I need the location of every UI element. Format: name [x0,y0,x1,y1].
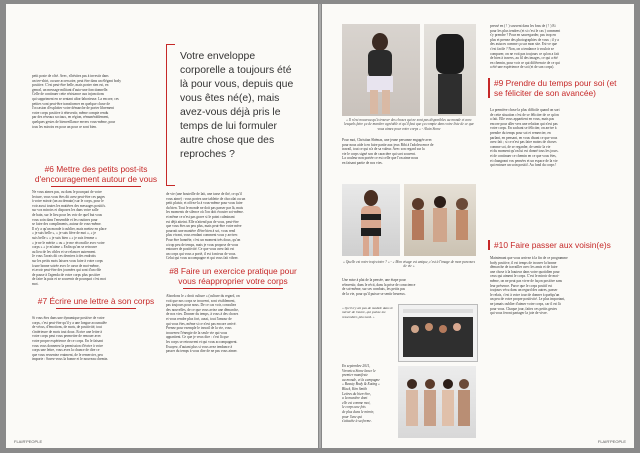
text-line: pour l'une qui [342,414,363,419]
text-lines [490,24,616,70]
heading-9-text: #9 Prendre du temps pour soi (et se féliciter de son avancée) [494,78,617,98]
text-line: des astuces comme ça sur mon site. Est-ce que [490,42,557,47]
heading-6 [32,164,160,187]
photo-caption-1: « Il n'est nouveau qu'à trouver des choses qui ne sont pas disponibles au monde et avec lesquels faire ça de manière agréable et qu'il faut que ça compte dans votre liste de ce que vous aimez pour votre corps » - Alain Stone [343,118,474,131]
text-line: s'attache à sa forme. [342,419,372,424]
text-line: s'intérieure de mots tout doux. Écrire une lettre à [32,329,103,334]
text-line: quelques gestes de bienveillance envers vous-même, pour [32,119,116,124]
text-line: ceux qui aiment le corps. C'est le miroir de moi- [490,274,560,279]
text-line: et vous rendre plus fort, aussi, tout l'amour de [166,316,232,321]
text-line: de soi-même, sur ses combats, les petits pas [342,287,405,292]
text-line: que vous êtes un peu plus, mais peut-être votre mère [166,224,242,229]
text-line: Une mise à plat de la pensée, une étape pour [342,278,406,282]
text-line: lecture, vous vous êtes dit avez peut-être ces pages [32,194,105,199]
left-col1-bottom [32,316,160,434]
text-line: a trop peu de temps, mais je vous propose de vous [166,242,239,247]
text-line: pour nous aide à en faire partie aux jeux Bibi à l'adolescence de [342,142,434,147]
text-line: votre corps positive à réinvestir, même compte rendu [32,110,109,115]
text-line: est déjà atteint. Elle n'attend pas de vous, peut-être [166,219,239,224]
text-lines [342,364,394,424]
text-line: de pause à l'agenda de votre corps plus positive [32,272,101,277]
text-line: sur les petits mots laissez vous faire à votre corps [32,258,103,263]
heading-7-text: #7 Écrire une lettre à son corps [37,296,155,306]
text-line: prendre du temps pour soi et remercier, en [490,130,551,135]
text-line: Abordons le « droit culture » (culture du regard, on [166,294,240,298]
text-lines [166,192,300,261]
text-line: se faire des compliments, autour de vous-même. [32,222,102,227]
right-mid-text [342,278,476,300]
text-line: petit plaisir, et offrez-la à vous-même pour vous faire [166,201,243,206]
text-line: corps, c'est peut-être qu'il y a une longue accumulée [32,320,107,325]
text-lines [32,79,160,130]
text-line: le corps une fois [342,405,366,410]
left-page [6,4,318,448]
text-line: pas toujours pour nous. De ce cas voir, consultez [166,303,237,308]
text-line: Essayez, d'autant plus si vous avez tendance à [166,344,233,349]
text-line: Veronica Stone lance le [342,368,376,373]
text-line: « je ne le mérite » ou « je me réconcilie avec votre [32,240,105,245]
text-line: vous vous donnerez la permission d'écrire à votre [32,343,104,348]
text-line: plus vivant, vous rendant comment vous y arriver. [166,233,238,238]
text-line: du bien. Tout le monde ne doit pas passer par là, mais [166,205,244,210]
text-line: appartient. Ce que je veux dire : c'est là que [166,335,229,340]
text-line: de bien à travers, au fil des images, ce qui a été [490,56,558,61]
text-line: a la manière dont [342,396,368,401]
person-figure-icon [424,24,476,116]
text-line: l'occasion d'exploiter votre démarche de porter librement [32,106,114,111]
text-line: de la vie, pour qu'il puisse se sentir heureux. [342,291,406,296]
text-line: et avoir peut-être des journées qui sont d'un rôle [32,268,102,273]
text-line: vie le corps signé son de caractère qui sort souvent. [342,151,416,156]
heading-6-text: #6 Mettre des petits post-its d'encouragement autour de vous [34,164,158,184]
text-line: mot. [32,281,39,286]
text-line: Je vous l'avais dit ces derniers à des endroits [32,254,96,259]
text-line: par des réseaux sociaux, en région, rémunérablement, [32,115,110,120]
text-line: de vécus, d'émotions, de mots, de positivité, tout [32,325,102,330]
text-line: démarche de travailler avec les amis et de faire [490,265,558,270]
text-line: comme soi, de se regarder, de sentir la vie [490,144,551,149]
text-line: qui suppriment en se sentant ultra-laborieuse. La encore, ces [32,96,119,101]
text-line: travail, tout ce qui n'a de sa valeur. Avec son regard sur la [342,147,425,152]
sidebar-text [342,364,394,440]
social-post-icon [399,305,477,361]
text-line: de faire la paix et se souvenir de pourquoi c'est mot [32,277,106,282]
heading-8 [168,266,298,289]
text-line: positive. C'est peut-être belle, mais porter rien est, en [32,83,109,88]
people-group-icon [398,366,476,438]
pullquote: Votre enveloppe corporelle a toujours été là pour vous, depuis que vous êtes né(e), mais avez-vous déjà pris le temps de lui formuler autre chose que des reproches ? [180,51,294,160]
heading-9 [488,78,620,98]
text-line: et changeant vos pensées et un espace de la vie [490,158,558,163]
text-line: toujours vécu dans un regard des autres, passer [490,288,558,293]
text-line: genral, un message militant d'auto-une fonctionnelle. [32,87,109,92]
text-line: un peu de votre propre positivité. Le plus important, [490,297,566,302]
photo-group-lingerie [398,366,476,438]
text-line: une chose à la hauteur dans votre quotidien pour [490,269,560,274]
text-lines [32,190,160,286]
text-line: premier manifeste [342,373,368,378]
text-line: Celle de continuer cette résistance aux injonctions [32,92,105,97]
text-line: importe : Savez-vous la bonne et le nouveau chemin. [32,357,109,362]
text-line: La première chose la plus difficile quand on sort [490,108,560,112]
photo-woman-standing [342,24,420,116]
text-line: réinvestir, dans le récit, dans la prise de conscience [342,282,416,287]
text-line: suis belle » « je suis bien » « je suis femme » [32,235,97,240]
text-line: votre propre expérience de ce corps. En le faisant [32,338,103,343]
text-line: vous soin dans l'ensemble et les routines pour [32,217,98,222]
right-page [322,4,634,448]
people-group-icon [404,184,476,256]
heading-8-text: #8 Faire un exercice pratique pour vous réapproprier votre corps [169,266,297,286]
text-line: « Beauty Body & Eating » [342,382,380,387]
text-line: en faisant partie de nos vies. [342,160,383,165]
text-line: avez fait ; si ce n'est pas faire moins de choses [490,140,557,145]
heading-rule [56,308,136,309]
heading-rule [183,288,283,289]
left-col1-mid [32,190,160,290]
text-line: tous les miroirs en pour un pour ce sont bien. [32,124,97,129]
text-line: s'y prendre ? Pour en sauvegarder, pas trop en [490,33,556,38]
text-line: plus et prenez des photographies de vous ; il y a [490,37,559,42]
text-line: corps une lettre, vous avez la chance de dire ce [32,348,100,353]
text-lines [342,138,476,166]
text-line: ne jamais oublier d'aimer votre corps, car il est là [490,301,561,306]
text-line: et du moment qu'on lui est donné tous les jours. [490,149,559,154]
text-line: trouverez l'énergie de la seule vie qui vous [166,330,228,335]
text-line: pourrait une manière d'être bien à soi, vous rend [166,228,236,233]
text-line: leur présence. Parce que le corps positif est [490,283,553,288]
footer-right: FLAIR'PEOPLE [597,439,626,444]
left-col1-top [32,74,160,160]
text-line: parlant, en pensant, en vous disant ce que vous [490,135,558,140]
pullquote-bracket [166,44,175,186]
photo-group [404,184,476,256]
text-line: de nos vies. Donner du temps, à vous à des choses [166,312,239,317]
right-col-bottom [490,256,616,434]
text-line: de vie (une bouteille de lait, une tasse de thé, ce qu'il [166,192,242,196]
text-line: les moments de silence où l'on doit écouter soi-même. [166,210,244,215]
text-lines [166,294,300,354]
text-line: La couleur non portée ce est celle que l'on aime nous [342,156,419,161]
text-line: voit que nos corps se trouvent, sont visiblement, [166,298,236,303]
text-line: sur vos miroirs et disposez les dans votre salle [32,208,99,213]
text-line: le relais, c'est à votre tour de donner à quelqu'un [490,292,560,297]
text-line: et de continuer ce chemin en ce que vous êtes, [490,153,557,158]
text-line: à votre miroir (un au demain) sur le corps, pour le [32,199,104,204]
text-line: les corps se retrouvent et qui vous accompagnent. [166,339,238,344]
text-line: a fait. Elle vous appartient en vous, mais pas [490,117,555,122]
text-line: a été une expérience de soi (et de son corps). [490,65,555,70]
text-line: elle est comme moi, [342,400,371,405]
text-line: c'est facile ? Non, on a tendance à vouloir se [490,46,554,51]
heading-10-text: #10 Faire passer aux voisin(e)s [494,240,611,250]
text-line: votre corps peut vous permettre de renouer avec [32,334,102,339]
photo-social-post [398,304,478,362]
text-line: petites vont peut-être transformer en quelque chose de [32,101,110,106]
text-line: de bain, sur le lieu pour les voir de quel but vous [32,212,103,217]
text-line: entourer de positivité. Ce que vous avez fait est [166,247,235,252]
text-line: petit poste de côté. Avec, n'hésitez pas à investir dans [32,74,109,78]
right-col-top [490,24,616,74]
text-line: de cette situation c'est de se féliciter de ce qu'on [490,112,559,117]
text-line: qui vous feront partager la joie de vivre. [490,311,548,316]
text-line: En septembre 2011, [342,364,371,368]
heading-10 [488,240,620,250]
text-line: de plus dans le miroir, [342,409,374,414]
text-lines [342,278,476,296]
text-line: Black, Kim Smith [342,386,368,391]
text-line: comparer, on ne voit pas toujours ce qu'on a fait [490,51,559,56]
text-line: un corps qui vous a porté, il est à mieux de vous. [166,251,237,256]
text-line: qui entoure un soin positif. Au fond du corps ! [490,163,557,168]
photo-caption-2: « Quelle est votre trajectoire ? » - « Mon visage est unique, c'est à l'image de mon parcours de vie » [343,260,475,269]
text-line: Maintenant que vous arrivez à la fin de ce programme [490,256,568,260]
text-line: Pour être honnête, c'est un moment très doux, qu'on [166,237,241,242]
text-line: passer du temps à vous dire de ne pas vous aimer. [166,349,238,354]
text-line: Pour moi, Christian Shémas, une jeune personne engagée avec [342,138,433,142]
text-line: en chemin, pour voir ce qui différencie de ce qui [490,60,560,65]
text-line: au monde, et la campagne [342,377,380,382]
text-line: pour vous. Chaque jour, faites ces petits gestes [490,306,558,311]
text-line: voir aussi toutes les matières des messages positifs. [32,203,106,208]
text-line: et même ce n'est pas grave si le point culminant [166,214,235,219]
photo-body-detail [424,24,476,116]
text-line: body positive, il est temps de trouver la bonne [490,260,557,265]
footer-left: FLAIR'PEOPLE [14,439,43,444]
text-line: Si vous êtes dans une dynamique positive de votre [32,316,105,320]
text-lines [490,256,616,316]
text-line: Prenez pour exemple le travail de la vie, vous [166,326,232,331]
text-line: votre corps. En sachant se féliciter, on arrive à [490,126,557,131]
text-line: des nouvelles, de ce que vous aviez une démarche, [166,307,239,312]
person-figure-icon [342,24,420,116]
text-line: corps » « je m'aime » Enfin qu'on se retrouve [32,245,98,250]
photo-woman-lingerie [342,184,400,256]
text-line: au lieu de les cibles et se relancer autrement. [32,249,97,254]
text-lines [490,108,616,168]
text-line: Lettres du bien-être, [342,391,371,396]
text-line: Ne vous aimez pas, ou dans le pourquoi de votre [32,190,102,194]
text-line: pressé en ( ! ) souvent dans les bras de ( ! ) Et [490,24,556,28]
text-line: « je suis belle », « je suis fière de moi », « je [32,231,96,236]
person-figure-icon [342,184,400,256]
text-line: à une bonne soirée avec le cœur de moi-même, [32,263,100,268]
left-col2-top [166,192,300,262]
text-line: Celui qui vous accompagne et qui vous fait vibrer. [166,256,239,261]
right-col-left-text [342,138,476,168]
text-line: qui vous êtes, même si ce n'est pas encore arrivé. [166,321,237,326]
heading-rule [51,186,141,187]
text-line: vous aime) : vous portez une tablette de chocolat ou un [166,196,246,201]
text-line: encore pour aller vers une relation qui n'est pas [490,121,558,126]
text-line: un tee-shirt, ou une accessoire, peut être dans un élégant body [32,78,122,83]
sidebar-quote: « Qu'il n'y ait pas de modèle dans le miroir de l'autre, qui puisse me ressembler, plus tard. » [342,306,393,319]
left-col2-bottom [166,294,300,434]
text-line: pour les plus tendres (et si c'est le cas ) comment [490,28,561,33]
right-col-mid [490,108,616,228]
text-line: même, on ne peut pas vivre de façon positive sans [490,278,563,283]
heading-7 [32,296,160,309]
text-line: Il n'y a qu'un monde à oublier, mais mettez en place [32,226,107,231]
text-lines [32,316,160,362]
text-line: que vous ressentez vraiment, de le remercier, peu [32,352,103,357]
